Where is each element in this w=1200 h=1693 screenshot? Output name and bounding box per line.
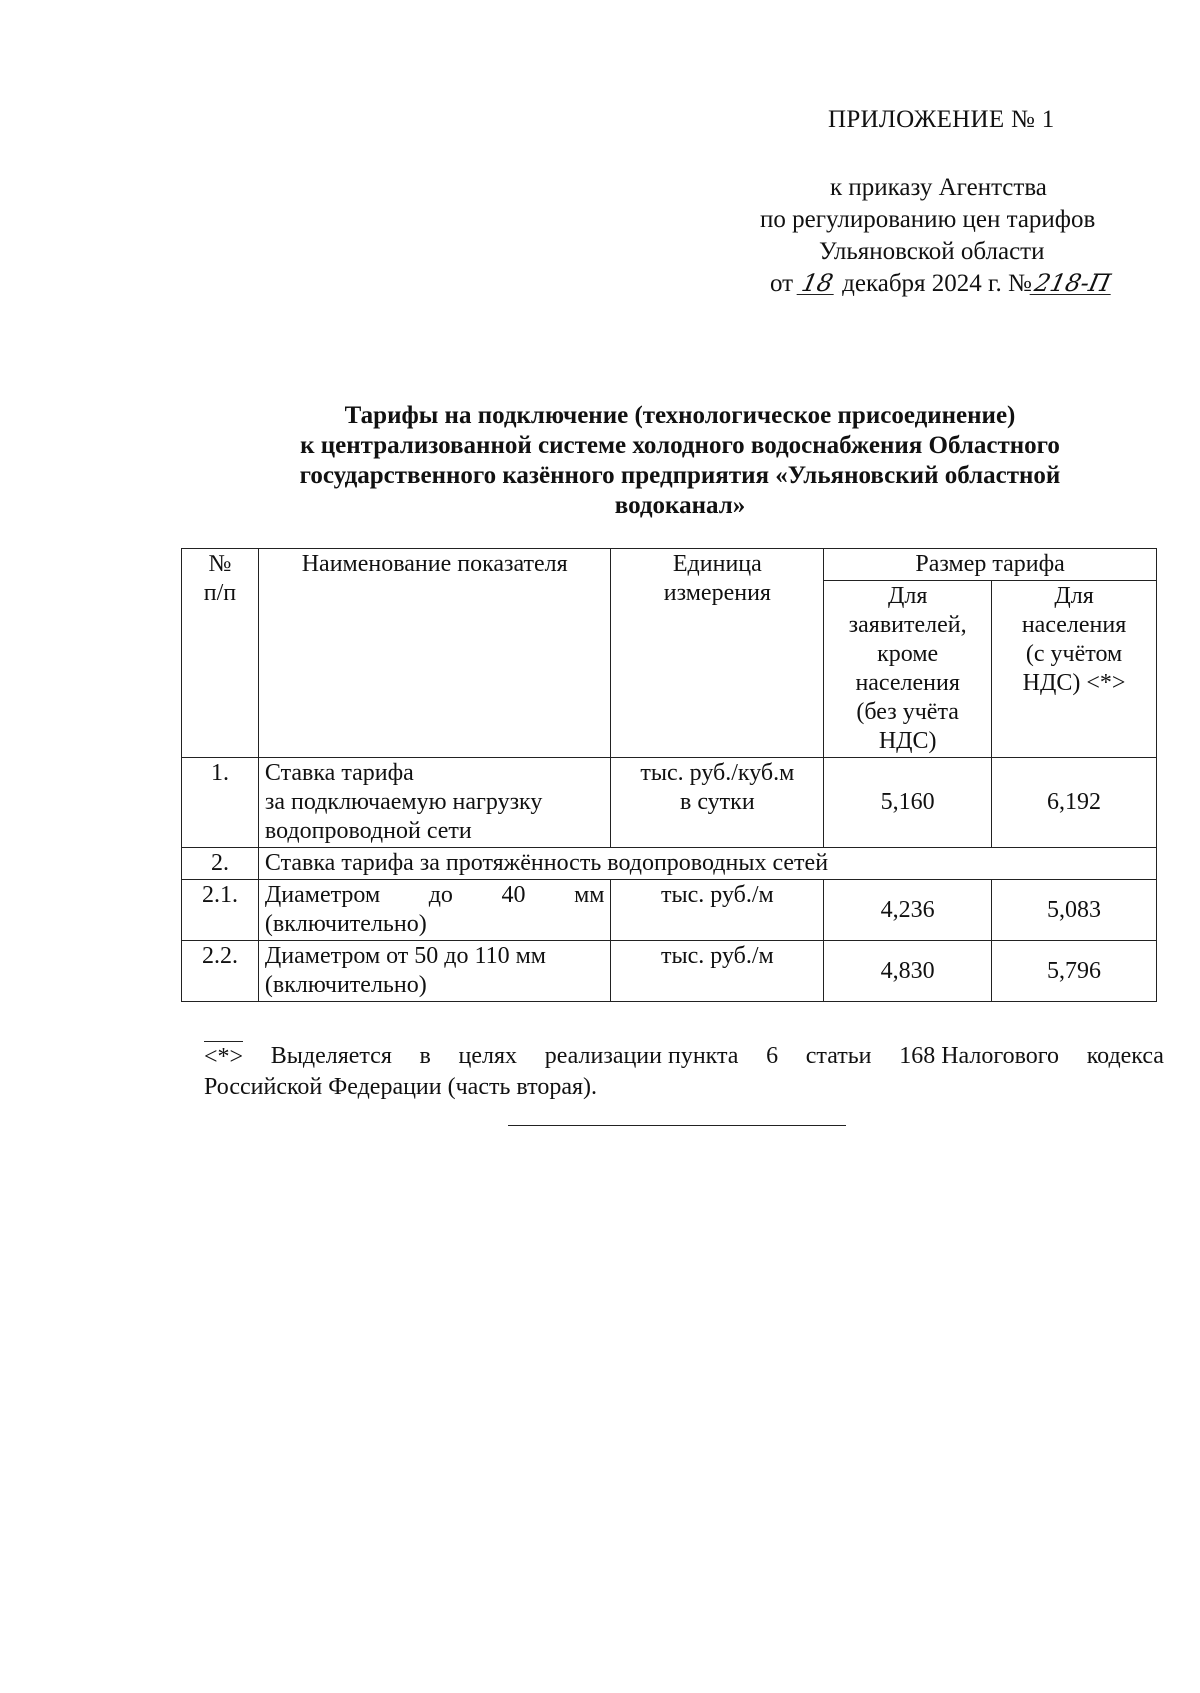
header-num-line-1: № (208, 551, 232, 577)
header-num (182, 549, 259, 758)
order-line-1: к приказу Агентства (830, 174, 1047, 201)
row-applicants-value: 4,236 (824, 880, 992, 941)
row-num: 2.1. (182, 880, 259, 941)
footnote-word: целях (458, 1043, 518, 1069)
row-population-value: 6,192 (992, 758, 1157, 848)
header-population-line: НДС) <*> (1022, 670, 1126, 696)
header-applicants-line: Для (887, 583, 928, 609)
tariff-table (181, 548, 1157, 1002)
title-line-3: государственного казённого предприятия «Ульяновский областной (299, 462, 1061, 489)
order-line-3: Ульяновской области (819, 238, 1045, 265)
header-applicants-line: НДС) (878, 728, 937, 754)
row-num: 1. (182, 758, 259, 848)
row-name-line: Ставка тарифа (264, 760, 414, 786)
row-unit (611, 758, 824, 848)
row-name: Ставка тарифа за протяжённость водопроводных сетей (258, 848, 1156, 880)
row-num: 2. (182, 848, 259, 880)
footnote-mark: <*> (204, 1041, 243, 1072)
title-line-4: водоканал» (614, 492, 746, 519)
title-line-2: к централизованной системе холодного водоснабжения Областного (300, 432, 1060, 459)
table-header-row (182, 549, 1157, 581)
row-name (258, 758, 611, 848)
row-name-line: (включительно) (264, 972, 427, 998)
table-row (182, 758, 1157, 848)
header-unit (611, 549, 824, 758)
footnote-word: кодекса (1086, 1043, 1164, 1069)
row-name-line: Диаметром от 50 до 110 мм (264, 943, 546, 969)
row-name-line: водопроводной сети (264, 818, 472, 844)
footnote (204, 1041, 1164, 1102)
appendix-heading: ПРИЛОЖЕНИЕ № 1 (828, 106, 1055, 133)
title-line-1: Тарифы на подключение (технологическое присоединение) (344, 402, 1016, 429)
header-population-line: Для (1054, 583, 1094, 609)
order-date-mid: декабря 2024 г. № (842, 270, 1032, 297)
header-applicants-line: (без учёта (856, 699, 959, 725)
row-unit: тыс. руб./м (611, 941, 824, 1002)
order-date-line (700, 268, 1140, 300)
footnote-word: 6 (766, 1043, 779, 1069)
header-name (258, 549, 611, 758)
footnote-word: реализации пункта (544, 1043, 739, 1069)
header-tariff-size: Размер тарифа (824, 549, 1157, 581)
order-date-prefix: от (770, 270, 794, 297)
row-name-word: 40 (501, 882, 526, 908)
row-applicants-value: 5,160 (824, 758, 992, 848)
footnote-word: в (419, 1043, 431, 1069)
table-row (182, 941, 1157, 1002)
header-applicants-line: заявителей, (848, 612, 967, 638)
header-num-line-2: п/п (203, 580, 237, 606)
row-name-line (265, 881, 605, 910)
order-reference (700, 172, 1140, 300)
header-applicants-line: населения (855, 670, 960, 696)
table-row (182, 848, 1157, 880)
header-name-text: Наименование показателя (301, 551, 568, 577)
row-population-value: 5,083 (992, 880, 1157, 941)
footnote-line-1 (204, 1041, 1164, 1072)
footnote-word: 168 Налогового (899, 1043, 1060, 1069)
header-applicants (824, 581, 992, 758)
order-number-handwritten: 218-П (1029, 272, 1115, 295)
footnote-line-2: Российской Федерации (часть вторая). (204, 1074, 598, 1100)
row-name-line: (включительно) (264, 911, 427, 937)
footnote-word: Выделяется (270, 1043, 392, 1069)
row-population-value: 5,796 (992, 941, 1157, 1002)
row-unit: тыс. руб./м (611, 880, 824, 941)
row-unit-line: в сутки (680, 789, 755, 815)
header-unit-line-2: измерения (663, 580, 771, 606)
row-name-word: Диаметром (264, 882, 381, 908)
row-num: 2.2. (182, 941, 259, 1002)
header-population-line: населения (1021, 612, 1127, 638)
row-name (258, 941, 611, 1002)
header-population (992, 581, 1157, 758)
row-name (258, 880, 611, 941)
header-applicants-line: кроме (877, 641, 939, 667)
end-divider (508, 1125, 846, 1126)
document-title (240, 401, 1120, 521)
row-name-word: до (428, 882, 453, 908)
footnote-word: статьи (805, 1043, 872, 1069)
row-applicants-value: 4,830 (824, 941, 992, 1002)
header-population-line: (с учётом (1025, 641, 1123, 667)
order-day-handwritten: 18 (797, 272, 838, 295)
row-unit-line: тыс. руб./куб.м (640, 760, 795, 786)
row-name-word: мм (574, 882, 605, 908)
table-row (182, 880, 1157, 941)
header-unit-line-1: Единица (672, 551, 762, 577)
order-line-2: по регулированию цен тарифов (760, 206, 1096, 233)
row-name-line: за подключаемую нагрузку (264, 789, 543, 815)
